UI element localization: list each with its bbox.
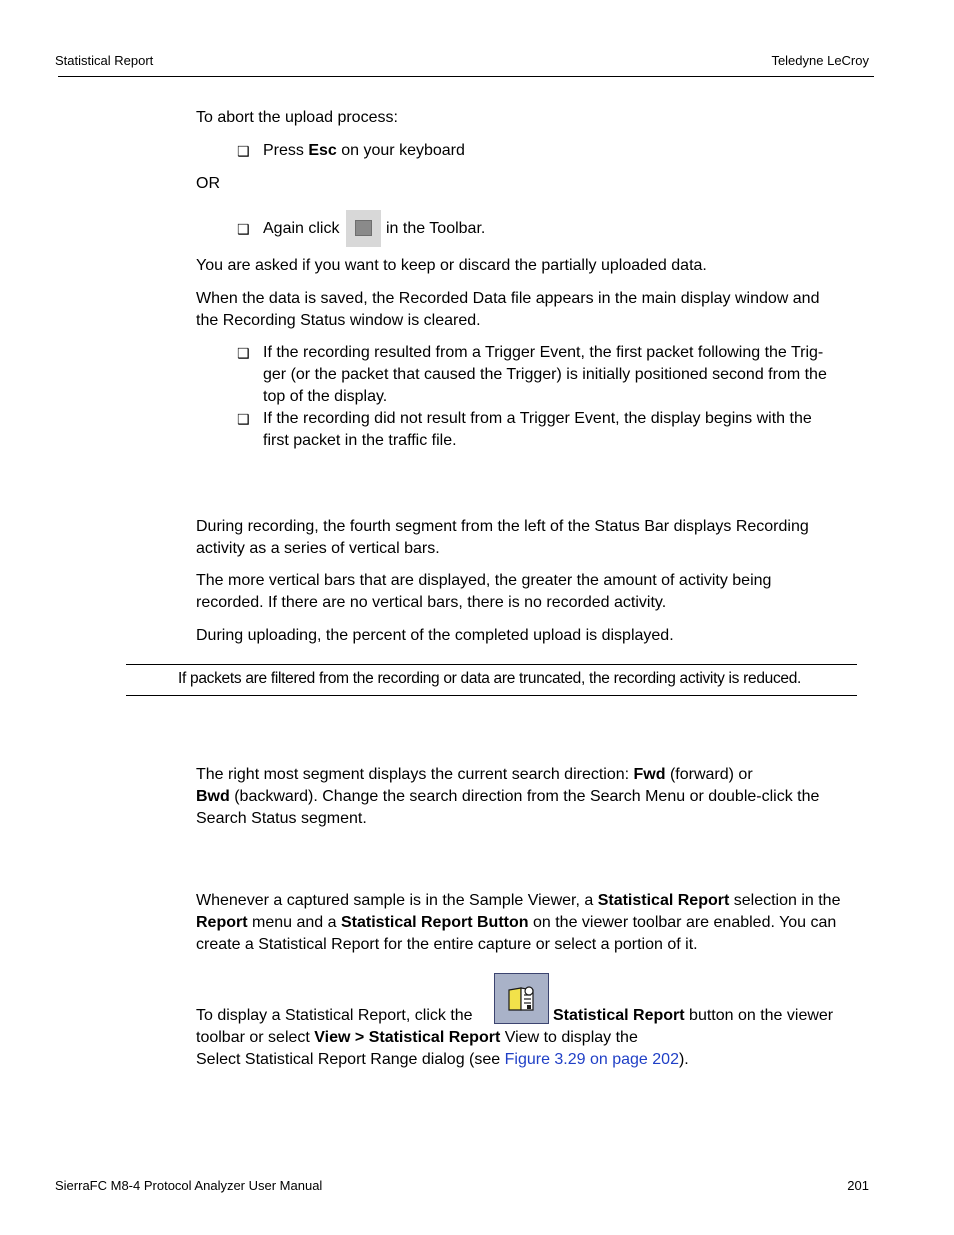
header-right: Teledyne LeCroy <box>771 53 869 68</box>
abort-bullet-esc: Press Esc on your keyboard <box>263 142 465 159</box>
abort-bullet-click-post: in the Toolbar. <box>386 220 486 237</box>
statistical-report-icon <box>494 973 549 1024</box>
search-direction-line1: The right most segment displays the current search direction: Fwd (forward) or <box>196 766 753 783</box>
display-stat-line1-post: Statistical Report button on the viewer <box>553 1007 834 1024</box>
abort-bullet-click-pre: Again click <box>263 220 340 237</box>
esc-key-label: Esc <box>308 142 337 159</box>
no-trigger-bullet-line2: first packet in the traffic file. <box>263 432 457 449</box>
footer-title: SierraFC M8-4 Protocol Analyzer User Manual <box>55 1178 323 1193</box>
trigger-bullet-line1: If the recording resulted from a Trigger Event, the first packet following the Trig- <box>263 344 824 361</box>
or-label: OR <box>196 175 220 192</box>
trigger-bullet-line3: top of the display. <box>263 388 388 405</box>
header-divider <box>58 76 874 77</box>
bullet-marker: ❑ <box>237 411 250 427</box>
upload-percent-text: During uploading, the percent of the completed upload is displayed. <box>196 627 674 644</box>
search-direction-line3: Search Status segment. <box>196 810 367 827</box>
bullet-marker: ❑ <box>237 143 250 159</box>
keep-discard-text: You are asked if you want to keep or discard the partially uploaded data. <box>196 257 707 274</box>
abort-intro: To abort the upload process: <box>196 109 398 126</box>
recording-activity-line2: activity as a series of vertical bars. <box>196 540 440 557</box>
display-stat-line1-pre: To display a Statistical Report, click the <box>196 1007 473 1024</box>
bullet-marker: ❑ <box>237 221 250 237</box>
stat-report-line2: Report menu and a Statistical Report Button on the viewer toolbar are enabled. You can <box>196 914 837 931</box>
figure-link[interactable]: Figure 3.29 on page 202 <box>504 1051 679 1068</box>
saved-data-line1: When the data is saved, the Recorded Data file appears in the main display window and <box>196 290 820 307</box>
saved-data-line2: the Recording Status window is cleared. <box>196 312 481 329</box>
note-top-rule <box>126 664 857 665</box>
trigger-bullet-line2: ger (or the packet that caused the Trigger) is initially positioned second from the <box>263 366 827 383</box>
page-number: 201 <box>847 1178 869 1193</box>
vertical-bars-line2: recorded. If there are no vertical bars, there is no recorded activity. <box>196 594 667 611</box>
stat-report-line1: Whenever a captured sample is in the Sample Viewer, a Statistical Report selection in the <box>196 892 841 909</box>
note-bottom-rule <box>126 695 857 696</box>
vertical-bars-line1: The more vertical bars that are displayed, the greater the amount of activity being <box>196 572 772 589</box>
header-left: Statistical Report <box>55 53 154 68</box>
recording-activity-line1: During recording, the fourth segment from the left of the Status Bar displays Recording <box>196 518 809 535</box>
search-direction-line2: Bwd (backward). Change the search direction from the Search Menu or double-click the <box>196 788 820 805</box>
no-trigger-bullet-line1: If the recording did not result from a Trigger Event, the display begins with the <box>263 410 812 427</box>
display-stat-line2: toolbar or select View > Statistical Report View to display the <box>196 1029 638 1046</box>
bullet-marker: ❑ <box>237 345 250 361</box>
display-stat-line3: Select Statistical Report Range dialog (see Figure 3.29 on page 202). <box>196 1051 689 1068</box>
stat-report-line3: create a Statistical Report for the entire capture or select a portion of it. <box>196 936 698 953</box>
note-text: If packets are filtered from the recording or data are truncated, the recording activity is reduced. <box>178 670 802 687</box>
stop-recording-icon <box>346 210 381 247</box>
